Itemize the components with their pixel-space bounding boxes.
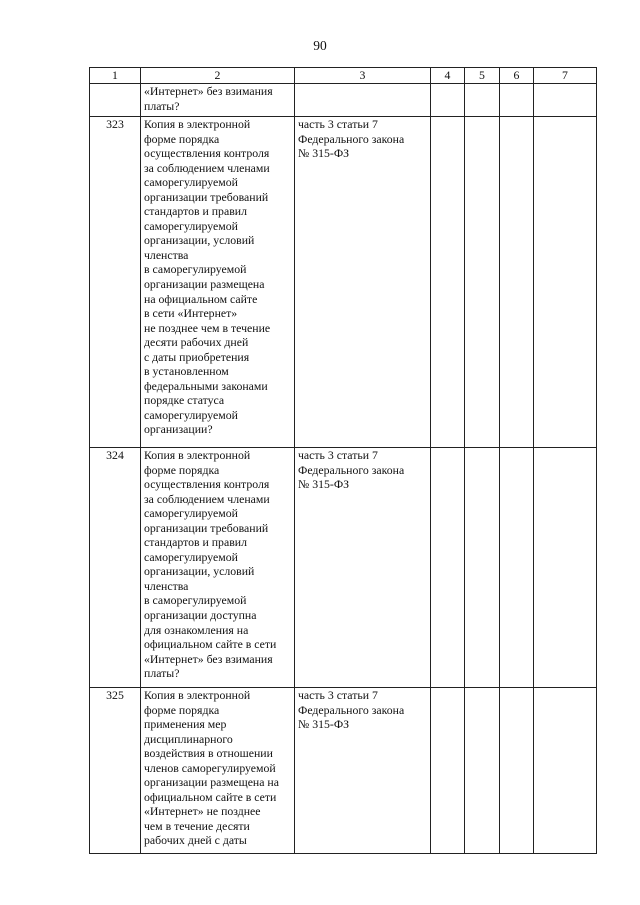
answer-cell-no [465, 688, 500, 854]
basis-cell [295, 448, 431, 688]
answer-cell-yes [431, 448, 465, 688]
basis-cell [295, 688, 431, 854]
answer-cell-yes [431, 84, 465, 117]
answer-cell-no [465, 448, 500, 688]
question-cell [141, 448, 295, 688]
basis-text: часть 3 статьи 7 Федерального закона № 315-ФЗ [298, 448, 405, 492]
row-number: 323 [90, 117, 141, 448]
column-header: 5 [465, 68, 500, 84]
question-text: Копия в электронной форме порядка применения мер дисциплинарного воздействия в отношении членов саморегулируемой организации размещена на официальном сайте в сети «Интернет» не позднее чем в течение десяти рабочих дней с даты [144, 688, 279, 848]
question-cell [141, 84, 295, 117]
page-number: 90 [313, 38, 327, 53]
row-number: 325 [90, 688, 141, 854]
table-header-row [90, 68, 597, 84]
column-header: 7 [534, 68, 597, 84]
note-cell [534, 84, 597, 117]
basis-cell [295, 117, 431, 448]
basis-cell [295, 84, 431, 117]
answer-cell-na [500, 448, 534, 688]
question-cell [141, 117, 295, 448]
row-number [90, 84, 141, 117]
answer-cell-na [500, 84, 534, 117]
column-header: 2 [141, 68, 295, 84]
question-cell [141, 688, 295, 854]
row-number: 324 [90, 448, 141, 688]
question-text: Копия в электронной форме порядка осуществления контроля за соблюдением членами саморегулируемой организации требований стандартов и правил саморегулируемой организации, условий членства в саморегулируемой организации размещена на официальном сайте в сети «Интернет» не позднее чем в течение десяти рабочих дней с даты приобретения в установленном федеральными законами порядке статуса саморегулируемой организации? [144, 117, 271, 437]
note-cell [534, 117, 597, 448]
answer-cell-yes [431, 688, 465, 854]
answer-cell-yes [431, 117, 465, 448]
question-text: «Интернет» без взимания платы? [144, 84, 273, 113]
column-header: 1 [90, 68, 141, 84]
note-cell [534, 448, 597, 688]
answer-cell-na [500, 117, 534, 448]
note-cell [534, 688, 597, 854]
basis-text: часть 3 статьи 7 Федерального закона № 315-ФЗ [298, 117, 405, 161]
table-row [90, 688, 597, 854]
column-header: 4 [431, 68, 465, 84]
table-row [90, 84, 597, 117]
table-row [90, 448, 597, 688]
answer-cell-no [465, 84, 500, 117]
basis-text: часть 3 статьи 7 Федерального закона № 315-ФЗ [298, 688, 405, 732]
question-text: Копия в электронной форме порядка осуществления контроля за соблюдением членами саморегулируемой организации требований стандартов и правил саморегулируемой организации, условий членства в саморегулируемой организации доступна для ознакомления на официальном сайте в сети «Интернет» без взимания платы? [144, 448, 277, 681]
answer-cell-na [500, 688, 534, 854]
table-row [90, 117, 597, 448]
answer-cell-no [465, 117, 500, 448]
requirements-table [89, 67, 597, 854]
column-header: 3 [295, 68, 431, 84]
column-header: 6 [500, 68, 534, 84]
